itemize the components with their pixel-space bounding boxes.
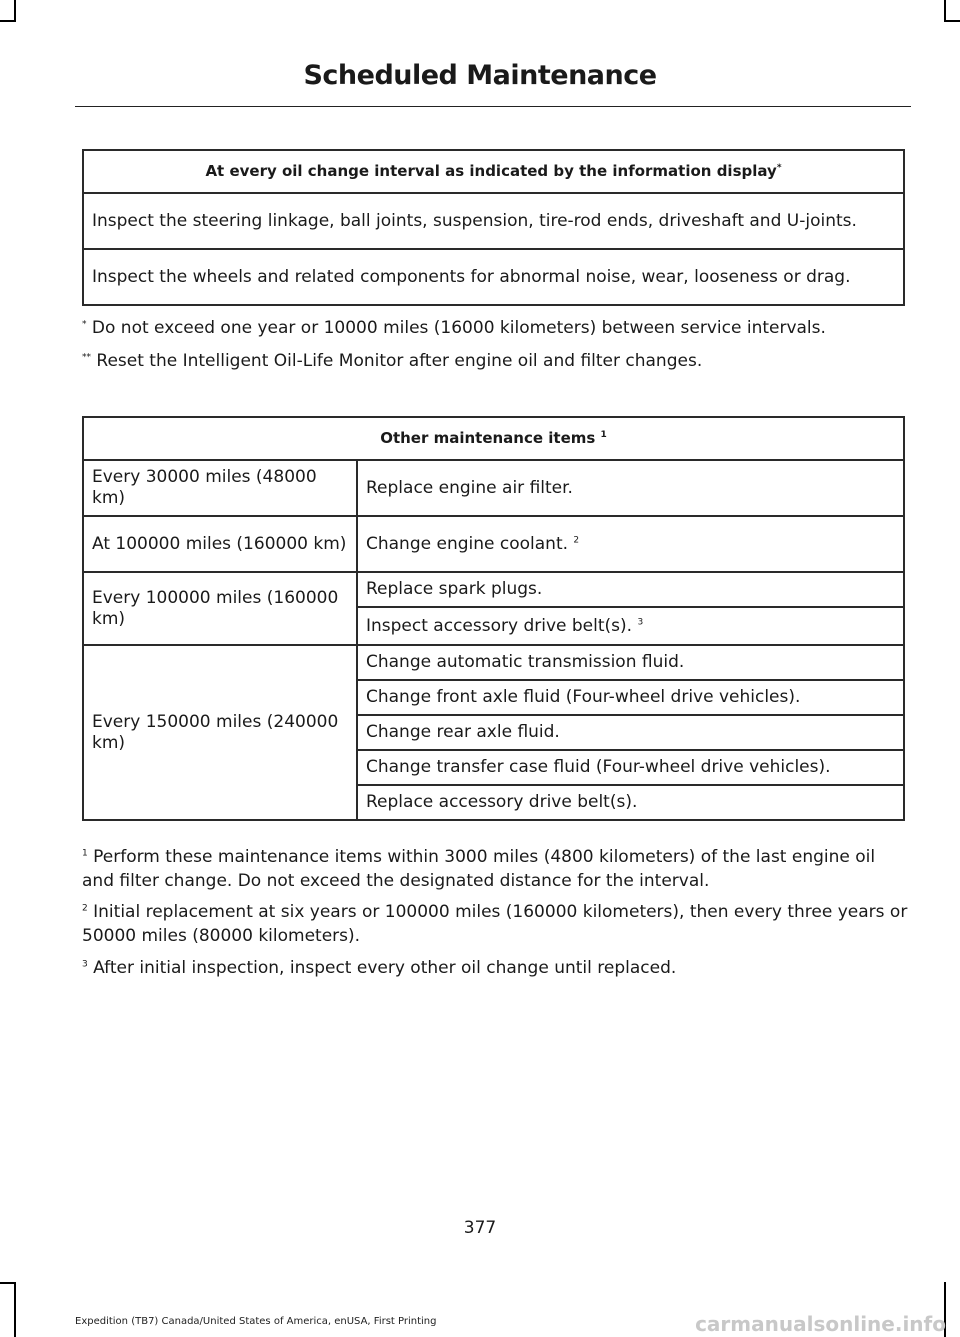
crop-mark-top-left-v bbox=[14, 0, 16, 22]
item-cell: Inspect accessory drive belt(s). $^3$ bbox=[357, 607, 904, 645]
table-row bbox=[83, 460, 904, 516]
table-row bbox=[83, 193, 904, 249]
table-header-row bbox=[83, 150, 904, 193]
item-cell: Replace accessory drive belt(s). bbox=[357, 785, 904, 820]
other-maintenance-table bbox=[82, 416, 905, 821]
item-cell: Replace engine air filter. bbox=[357, 460, 904, 516]
watermark: carmanualsonline.info bbox=[695, 1312, 946, 1336]
crop-mark-top-right-v bbox=[944, 0, 946, 22]
footnote-marker: 3 bbox=[82, 959, 88, 970]
crop-mark-bottom-left-h bbox=[0, 1282, 16, 1284]
oil-table-heading: At every oil change interval as indicated by the information display* bbox=[83, 150, 904, 193]
interval-cell: Every 30000 miles (48000 km) bbox=[83, 460, 357, 516]
footnote-marker: ** bbox=[82, 352, 91, 363]
interval-cell: Every 100000 miles (160000 km) bbox=[83, 572, 357, 645]
footnote-marker: * bbox=[82, 319, 87, 330]
footnote-marker: 2 bbox=[573, 534, 580, 545]
crop-mark-bottom-left-v bbox=[14, 1282, 16, 1337]
table-cell: Inspect the wheels and related components for abnormal noise, wear, looseness or drag. bbox=[83, 249, 904, 305]
footnote-marker: * bbox=[776, 163, 782, 173]
page-title: Scheduled Maintenance bbox=[303, 60, 657, 91]
table-row bbox=[83, 516, 904, 572]
interval-cell: At 100000 miles (160000 km) bbox=[83, 516, 357, 572]
item-cell: Replace spark plugs. bbox=[357, 572, 904, 607]
table-row bbox=[83, 645, 904, 680]
other-table-heading: Other maintenance items $^1$ bbox=[83, 417, 904, 460]
footnote-2: $^2$ Initial replacement at six years or 100000 miles (160000 kilometers), then every three years or 50000 miles (80000 kilometers). bbox=[82, 902, 908, 946]
footnote-asterisk: * Do not exceed one year or 10000 miles (16000 kilometers) between service intervals. bbox=[82, 318, 826, 338]
table-cell: Inspect the steering linkage, ball joints, suspension, tire-rod ends, driveshaft and U-joints. bbox=[83, 193, 904, 249]
crop-mark-top-right-h bbox=[944, 20, 960, 22]
table-header-row bbox=[83, 417, 904, 460]
footnote-marker: 1 bbox=[82, 848, 88, 859]
item-cell: Change automatic transmission fluid. bbox=[357, 645, 904, 680]
title-divider bbox=[75, 106, 911, 107]
oil-change-table bbox=[82, 149, 905, 306]
footnote-double-asterisk: ** Reset the Intelligent Oil-Life Monitor after engine oil and filter changes. bbox=[82, 351, 703, 371]
edition-footer: Expedition (TB7) Canada/United States of America, enUSA, First Printing bbox=[75, 1316, 437, 1327]
table-row bbox=[83, 249, 904, 305]
footnote-marker: 3 bbox=[637, 616, 644, 627]
crop-mark-top-left-h bbox=[0, 20, 16, 22]
item-cell: Change rear axle fluid. bbox=[357, 715, 904, 750]
footnote-3: $^3$ After initial inspection, inspect every other oil change until replaced. bbox=[82, 958, 677, 978]
item-cell: Change transfer case fluid (Four-wheel drive vehicles). bbox=[357, 750, 904, 785]
interval-cell: Every 150000 miles (240000 km) bbox=[83, 645, 357, 820]
footnote-1: $^1$ Perform these maintenance items within 3000 miles (4800 kilometers) of the last engine oil and filter change. Do not exceed the designated distance for the interval. bbox=[82, 847, 876, 891]
item-cell: Change engine coolant. $^2$ bbox=[357, 516, 904, 572]
footnote-marker: 1 bbox=[600, 430, 607, 440]
page-number: 377 bbox=[463, 1218, 497, 1238]
item-cell: Change front axle fluid (Four-wheel drive vehicles). bbox=[357, 680, 904, 715]
footnote-marker: 2 bbox=[82, 903, 88, 914]
table-row bbox=[83, 572, 904, 607]
